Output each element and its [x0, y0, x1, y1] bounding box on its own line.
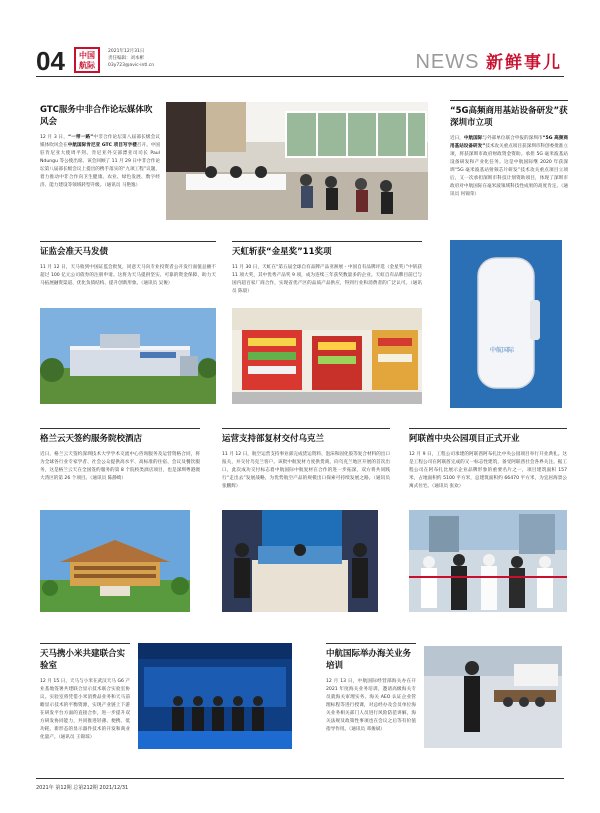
article-5g	[450, 100, 568, 199]
issue-date: 2021年12月31日	[108, 49, 145, 54]
article-title: GTC服务中非合作论坛媒体吹风会	[40, 105, 153, 127]
article-yunying	[222, 428, 390, 491]
news-label: NEWS	[415, 51, 480, 73]
page-number: 04	[36, 46, 65, 76]
lab-signing-photo	[138, 643, 292, 749]
ceremony-photo	[409, 510, 567, 612]
header-meta	[108, 48, 154, 69]
svg-text:中航国际: 中航国际	[490, 347, 515, 354]
article-tianhong	[232, 241, 422, 296]
article-title: 中航国际举办海关业务培训	[326, 649, 412, 671]
article-title: 证监会准天马发债	[40, 247, 109, 257]
editor-email: 03y723@avic-intl.cn	[108, 63, 155, 68]
article-gtc	[40, 104, 160, 190]
article-tianma	[40, 643, 130, 742]
article-title: “5G高频商用基站设备研发”获深圳市立项	[450, 106, 568, 128]
training-photo	[424, 646, 562, 748]
footer-text: 2021年 第12期 总第212期 2021/12/31	[36, 785, 129, 791]
editor-name: 责任编辑：刘本彬	[108, 56, 144, 61]
hotel-photo	[40, 510, 190, 612]
article-body: 12 月 3 日，“一带一路”中非合作论坛第八届部长级会议媒体吹风会在中航国际肯尼亚 GTC 项目写字楼召开。中国驻肯尼亚大使周平剑、肯尼亚外交部漂亚司司长 Paul Ndungu 等公使出席。该会回顾了 11 月 29 日中非合作论坛第八届部长级会议上提出的携手落实的“九项工程”议题，着力推动中非合作向卫生健康、农业、绿色发展、数字经济、能力建设等领域转型升级。（通讯员 马艳逸）	[40, 135, 160, 188]
gtc-photo	[166, 102, 428, 220]
article-body: 11 月 12 日，航空运营支持事业部完成货运资料、泡沫和固化胶等复合材料的出口报关，并交付乌克兰客户。该批中航复材力度供货商，向乌克兰地区开展的首次出口，此次成功交付标志着中航国际中航复材在合作的进一步拓深，双方将共同践行“走出去”发展战略，为优势航空产品的规模出口探索可持续发展之路。（通讯员 张鹏辉）	[222, 452, 390, 489]
article-alian	[409, 428, 567, 491]
article-body: 12 月 9 日，工程公司承建的阿联酋阿布扎比中央公园项目举行开业典礼。这是工程公司在阿联酋完成的又一标志性建筑，备受阿联酋社会各界关注。据工程公司在阿布扎比展示企业品牌形象的重要名片之一，项目建筑面积 157 米，占地面积约 5100 平方米，总建筑面积约 66470 平方米，为宜居海景公寓式住宅。（通讯员 张欢）	[409, 452, 567, 489]
delivery-photo	[222, 510, 378, 612]
brand-logo: 中国 航际	[74, 47, 100, 73]
5g-device-photo	[450, 240, 562, 408]
article-title: 运营支持部复材交付乌克兰	[222, 434, 325, 444]
article-title: 天马携小米共建联合实验室	[40, 649, 126, 671]
section-title: 新鲜事儿	[486, 53, 562, 72]
store-photo	[232, 308, 422, 404]
section-header	[415, 48, 562, 74]
article-zhengjian	[40, 241, 216, 288]
article-title: 格兰云天签约服务院校酒店	[40, 434, 143, 444]
article-body: 11 月 12 日，天马收到中国证监会批复，同意天马向专业投资者公开发行面值总额不超过 100 亿元公司债券的注册申请。这将为天马提供坚实、可靠的资金保障，助力天马拓展融资渠道、优化负债结构、提升创新形象。（通讯员 吴俊）	[40, 265, 216, 286]
header-rule	[36, 76, 564, 77]
building-photo	[40, 308, 216, 404]
article-hangji	[326, 643, 416, 734]
article-body: 近日，中航国际与外部单位联合申报的深圳市“5G 高频商用基站设备研发”技术攻关重点项目获深圳市科创委批准立项，将获深圳市政府财政资金资助。承担 5G 毫米波基站设备研发和产业化任务。这是中航国际继 2020 年获深圳“5G 毫米波基站射频芯片研发”技术攻关重点项目立项后，又一次承担深圳市科技计划资助项目，体现了深圳市政府对中航国际在毫米波领域科技性成果的高度肯定。（通讯员 何锦荣）	[450, 136, 568, 197]
article-title: 阿联酋中央公园项目正式开业	[409, 434, 520, 444]
article-title: 天虹斩获“金星奖”11奖项	[232, 247, 332, 257]
article-body: 12 月 13 日，中航国际经营部海关办在开 2021 年度海关业务培训，邀请高级海关专员就海关审理实务、海关 AEO 认证企业管理标程等进行授课，对总经办及会员单位海关业务相关部门人员进行风险防范讲解，海关法规及政策性事项也在会议之后等有价值指导作用。（通讯员 邓俊斌）	[326, 679, 416, 732]
article-body: 12 月 15 日，天马与小米在武汉天马 G6 产业基地签署共建联合显示技术联合实验室协议。实验室将凭借小米消费品业务和天马前瞻显示技术的平衡资源，实现产业链上下游在研发平台方面的直接合作，进一步提升双方研发协同能力，共同推进轻薄、便携、低功耗、新形态的显示器件技术的开发和商业化量产。（通讯员 王锦琼）	[40, 679, 130, 740]
article-body: 近日，格兰云天签约深圳技术大学学术交流中心咨询服务及运营资格合同，将为全球各行业专家学者、社会公众提供高水平、高标准的住宿、会议及餐饮服务，这是格兰云天在全国签约服务的第 8 个院校类酒店项目，也是深圳粤港澳大湾区的第 26 个项目。（通讯员 陈静绮）	[40, 452, 200, 481]
article-gezhi	[40, 428, 200, 483]
footer-rule	[36, 778, 564, 779]
article-body: 11 月 30 日，天虹在“第五届全球自有品牌产品亚洲展 - 中国自有品牌评选（金星奖）”中斩获 11 项大奖，其中优秀产品奖 9 项，成为连续三年获奖数量多的企业。天虹自有品牌目前已与国内超百家厂商合作，实现省优产区的品质产品供应，得到行业和消费者的广泛认可。（通讯员 陈晨）	[232, 265, 422, 294]
